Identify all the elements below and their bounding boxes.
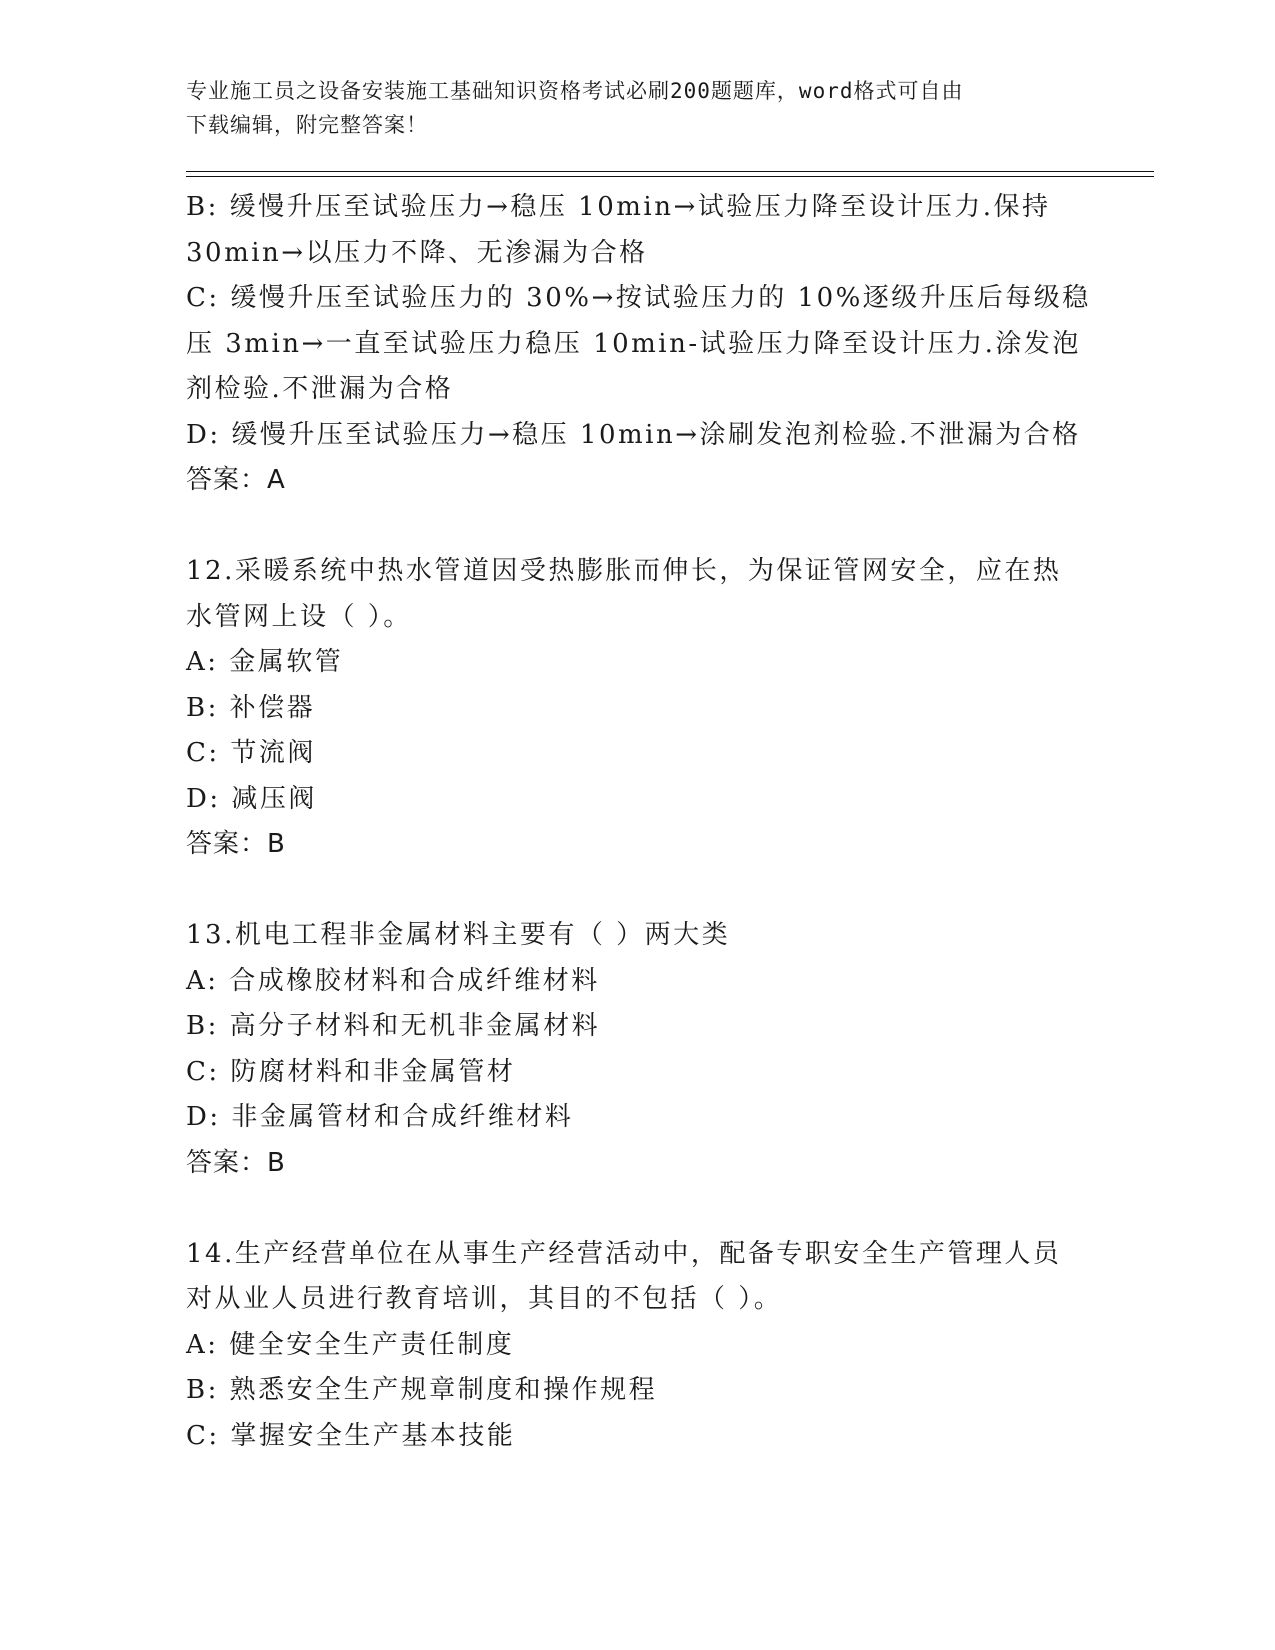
q11-option-c-line-3: 剂检验.不泄漏为合格 — [186, 374, 454, 404]
q12-option-a: A: 金属软管 — [186, 647, 344, 677]
q12-option-b: B: 补偿器 — [186, 692, 316, 723]
q12-option-d: D: 减压阀 — [186, 783, 317, 814]
q14-stem-line-2: 对从业人员进行教育培训，其目的不包括（ ）。 — [186, 1284, 783, 1314]
q12-stem-line-2: 水管网上设（ ）。 — [186, 601, 412, 632]
q13-option-a: A: 合成橡胶材料和合成纤维材料 — [186, 965, 600, 996]
q14-option-b: B: 熟悉安全生产规章制度和操作规程 — [186, 1375, 658, 1405]
header-line-2: 下载编辑，附完整答案！ — [186, 113, 428, 137]
header-line-1: 专业施工员之设备安装施工基础知识资格考试必刷200题题库，word格式可自由 — [186, 79, 964, 103]
q13-option-d: D: 非金属管材和合成纤维材料 — [186, 1102, 574, 1132]
q13-option-c: C: 防腐材料和非金属管材 — [186, 1056, 516, 1087]
q12-stem-line-1: 12.采暖系统中热水管道因受热膨胀而伸长，为保证管网安全，应在热 — [186, 556, 1062, 586]
q13-stem: 13.机电工程非金属材料主要有（ ）两大类 — [186, 920, 731, 950]
q12-option-c: C: 节流阀 — [186, 738, 316, 768]
spacer — [186, 1186, 1086, 1232]
q13-answer: 答案：B — [186, 1147, 286, 1178]
header-rule-top — [186, 171, 1154, 172]
q11-option-c-line-2: 压 3min→一直至试验压力稳压 10min-试验压力降至设计压力.涂发泡 — [186, 328, 1081, 359]
q12-answer: 答案：B — [186, 829, 286, 859]
q14-stem-line-1: 14.生产经营单位在从事生产经营活动中，配备专职安全生产管理人员 — [186, 1238, 1062, 1269]
q11-option-b-line-2: 30min→以压力不降、无渗漏为合格 — [186, 237, 648, 268]
q11-option-c-line-1: C: 缓慢升压至试验压力的 30%→按试验压力的 10%逐级升压后每级稳 — [186, 283, 1091, 313]
q13-option-b: B: 高分子材料和无机非金属材料 — [186, 1011, 601, 1041]
document-header — [186, 74, 1086, 142]
spacer — [186, 868, 1086, 914]
q11-answer: 答案：A — [186, 465, 286, 495]
question-content — [186, 185, 1091, 1459]
q14-option-c: C: 掌握安全生产基本技能 — [186, 1420, 516, 1451]
q14-option-a: A: 健全安全生产责任制度 — [186, 1329, 515, 1360]
header-rule-bottom — [186, 176, 1154, 177]
q11-option-d: D: 缓慢升压至试验压力→稳压 10min→涂刷发泡剂检验.不泄漏为合格 — [186, 419, 1081, 450]
spacer — [186, 504, 1086, 550]
q11-option-b-line-1: B: 缓慢升压至试验压力→稳压 10min→试验压力降至设计压力.保持 — [186, 192, 1051, 222]
